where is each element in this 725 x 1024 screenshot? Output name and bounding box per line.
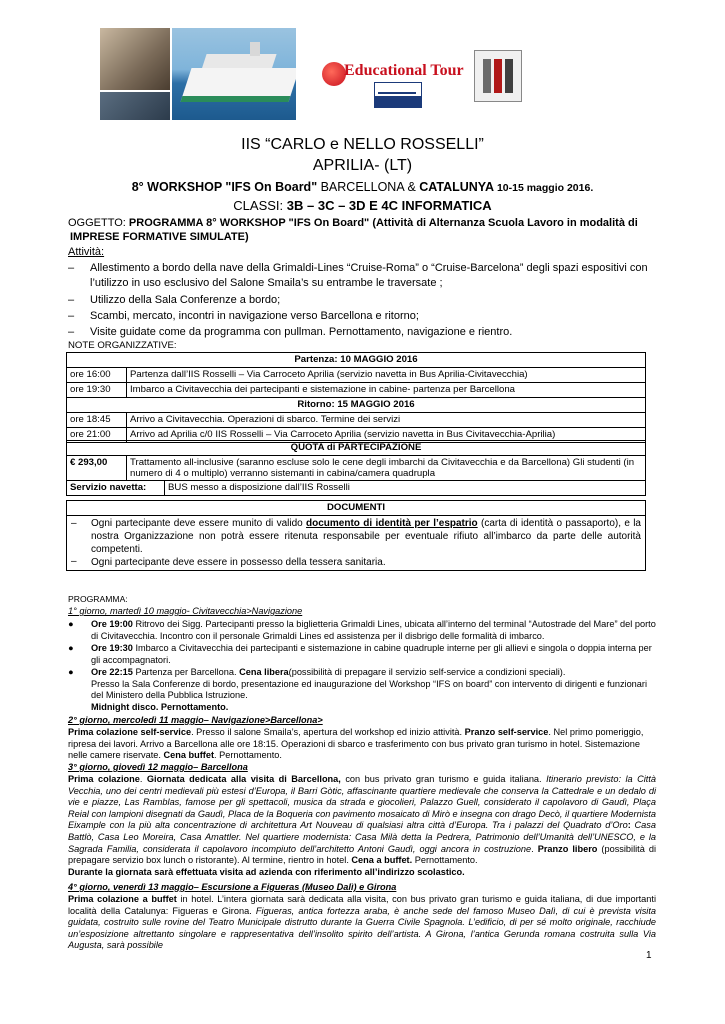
day2-heading: 2° giorno, mercoledì 11 maggio– Navigazione>Barcellona> (68, 715, 323, 725)
time-label: Ore 19:30 (91, 643, 133, 653)
day4-heading: 4° giorno, venerdì 13 maggio– Escursione a Figueras (Museo Dalì) e Girona (68, 882, 397, 892)
logo-bar (505, 59, 513, 93)
text: . (531, 843, 538, 854)
text-bold: Cena a buffet. (351, 855, 413, 866)
text: Presso la Sala Conferenze di bordo, presentazione ed inaugurazione del Workshop “IFS on board” con intervento di dirigenti e funzionari del Ministero della Pubblica Istruzione. (91, 678, 648, 701)
note-organizzative-label: NOTE ORGANIZZATIVE: (68, 340, 177, 351)
documenti-header: DOCUMENTI (67, 501, 646, 516)
cell-text: Imbarco a Civitavecchia dei partecipanti e sistemazione in cabine- partenza per Barcellona (127, 383, 646, 398)
text-bold: Prima colazione a buffet (68, 894, 177, 904)
text-bold: Giornata dedicata alla visita di Barcellona, (146, 774, 341, 784)
oggetto-text: PROGRAMMA 8° WORKSHOP "IFS On Board" (Attività di Alternanza Scuola Lavoro in modalità di (128, 217, 638, 229)
text: . Presso il salone Smaila’s, apertura del workshop ed inizio attività. (191, 727, 465, 737)
ritorno-header: Ritorno: 15 MAGGIO 2016 (67, 398, 646, 413)
text-bold: Prima colazione (68, 774, 140, 784)
classes-list: 3B – 3C – 3D E 4C INFORMATICA (286, 198, 492, 213)
navetta-label: Servizio navetta: (67, 481, 165, 496)
text-bold: Cena libera (239, 667, 289, 677)
list-item-text: Allestimento a bordo della nave della Grimaldi-Lines “Cruise-Roma” o “Cruise-Barcelona” degli spazi espositivi con (90, 262, 648, 274)
text-italic: Figueras, antica fortezza araba, è anche sede del famoso Museo Dalì, di cui è prevista visita guidata, costruito sulle rovine del Teatro Municipale distrutto durante la Guerra Civile Spagnola. L’edificio, di per sé molto originale, racchiude un’esposizione altrettanto singolare e rappresentativa dell’insolito spirito dell’artista. A Girona, l’antica Gerunda romana costruita sulla Via Augusta, sarà possibile (68, 905, 656, 951)
iis-rosselli-logo (474, 50, 522, 102)
quota-table (66, 440, 646, 496)
dash-marker: – (68, 294, 75, 306)
ship-hull (180, 68, 296, 102)
logo-bar (494, 59, 502, 93)
text-bold: Midnight disco. Pernottamento. (91, 701, 229, 712)
school-city: APRILIA- (LT) (312, 157, 413, 174)
partenza-header: Partenza: 10 MAGGIO 2016 (67, 353, 646, 368)
page-number: 1 (646, 950, 652, 961)
cell-text: Arrivo ad Aprilia c/0 IIS Rosselli – Via Carroceto Aprilia (servizio navetta in Bus Civitavecchia-Aprilia) (127, 428, 646, 443)
dash-marker: – (71, 518, 77, 529)
list-item-text: Utilizzo della Sala Conferenze a bordo; (90, 294, 281, 306)
text: . Nel primo pomeriggio, ripresa dei lavori. Arrivo a Barcellona alle ore 18:15. Operazioni di sbarco e trasferimento con bus privato gran turismo in hotel. Sistemazione nelle camere riservate. (68, 727, 644, 761)
cell-time: ore 18:45 (67, 413, 127, 428)
bullet-marker: ● (68, 667, 74, 677)
documenti-table (66, 500, 646, 571)
day1-heading: 1° giorno, martedì 10 maggio- Civitavecchia>Navigazione (68, 606, 303, 616)
oggetto-label: OGGETTO: (68, 217, 129, 229)
dash-marker: – (68, 310, 75, 322)
text-bold: : (627, 820, 635, 831)
ship-interior-photo (100, 28, 172, 90)
list-item-text (91, 619, 656, 642)
text-bold: Pranzo libero (537, 843, 598, 854)
documenti-item-2: Ogni partecipante deve essere in possesso della tessera sanitaria. (91, 557, 386, 568)
dash-marker: – (68, 262, 75, 274)
cell-time: ore 16:00 (67, 368, 127, 383)
dash-marker: – (68, 326, 75, 338)
classes-label: CLASSI: (233, 198, 287, 213)
partenza-ritorno-table (66, 352, 646, 443)
day3-heading: 3° giorno, giovedì 12 maggio– Barcellona (68, 762, 248, 772)
text: Ritrovo dei Sigg. Partecipanti presso la biglietteria Grimaldi Lines, ubicata all’interno del terminal “Autostrade del Mare” del porto di Civitavecchia. Incontro con il personale Grimaldi Lines ed assistenza per il disbrigo delle formalità di imbarco. (91, 619, 656, 641)
programma-label: PROGRAMMA: (68, 594, 128, 604)
workshop-dates: 10-15 maggio 2016. (494, 182, 594, 194)
text-bold: Cena buffet (163, 750, 215, 761)
list-item-text (91, 643, 656, 666)
text: in hotel. L’intera giornata sarà dedicata alla visita, con bus privato gran turismo e guida italiana, di due importanti località della Catalunya: Figueras e Girona. (68, 894, 656, 916)
list-item-text: Scambi, mercato, incontri in navigazione verso Barcellona e ritorno; (90, 310, 419, 322)
table-row (67, 383, 646, 398)
text: Partenza per Barcellona. (132, 667, 240, 677)
day3-text (68, 774, 656, 878)
table-row (67, 368, 646, 383)
text: Imbarco a Civitavecchia dei partecipanti e sistemazione in cabine quadruple interne per gli allievi e singola o doppia interna per gli accompagnatori. (91, 643, 652, 665)
list-item-text (91, 667, 656, 713)
table-row (67, 413, 646, 428)
text: . Pernottamento. (214, 750, 282, 761)
text-italic: Itinerario previsto: la Città Vecchia, uno dei centri medievali più estesi d’Europa, il Barri Gòtic, affascinante quartiere medievale che conserva la Cattedrale e un dedalo di vie e piazze, Las Ramblas, famose per gli spettacoli, musica da strada e giocolieri, Palazzo Guell, considerato il capolavoro di Gaudì, Plaça Reial con lampioni disegnati da Gaudì, Placa de la Boqueria con pavimento mosaicato di Mirò e insegna con drago Decò, il quartiere Modernista Eixample con la più alta concentrazione di architettura Art Nouveau di qualsiasi altra città d’Europa. Tra i palazzi del Quadrato d’Oro (68, 774, 656, 831)
text-bold: Pranzo self-service (464, 727, 549, 737)
logo-bar (483, 59, 491, 93)
dash-marker: – (71, 556, 77, 567)
cell-text: Partenza dall’IIS Rosselli – Via Carroceto Aprilia (servizio navetta in Bus Aprilia-Civitavecchia) (127, 368, 646, 383)
bullet-marker: ● (68, 619, 74, 629)
cell-text: Arrivo a Civitavecchia. Operazioni di sbarco. Termine dei servizi (127, 413, 646, 428)
doc-id-highlight: documento di identità per l’espatrio (306, 518, 478, 529)
oggetto-line (68, 216, 638, 230)
ship-photo (100, 28, 296, 120)
quota-price: € 293,00 (67, 456, 127, 481)
documenti-body (67, 516, 646, 571)
time-label: Ore 19:00 (91, 619, 133, 629)
attivita-heading: Attività: (68, 246, 105, 258)
table-row (67, 456, 646, 481)
cell-time: ore 19:30 (67, 383, 127, 398)
educational-tour-logo-text: Educational Tour (344, 62, 464, 79)
list-item-text: l’utilizzo in uso esclusivo del Salone Smaila’s su entrambe le traversate ; (90, 277, 443, 289)
ship-funnel (250, 42, 260, 56)
day4-text (68, 894, 656, 952)
navetta-text: BUS messo a disposizione dall’IIS Rosselli (165, 481, 646, 496)
text-italic: Casa Battlò, Casa Leo Moreira, Casa Amattler. Nel quartiere modernista: Casa Milà detta la Pedrera, Patrimonio dell’Umanità dell’UNESCO, e la Sagrada Familia, considerata il capolavoro incompiuto dell’architetto Antoni Gaudì, oggi ancora in costruzione (68, 820, 656, 854)
list-item-text: Visite guidate come da programma con pullman. Pernottamento, navigazione e rientro. (90, 326, 513, 338)
school-title: IIS “CARLO e NELLO ROSSELLI” (241, 136, 484, 153)
bullet-marker: ● (68, 643, 74, 653)
text: con bus privato gran turismo e guida italiana. (340, 774, 547, 784)
doc-text: Ogni partecipante deve essere munito di valido (91, 518, 307, 529)
ship-salon-photo (100, 90, 172, 120)
classes-line (60, 198, 665, 213)
day2-text (68, 727, 656, 762)
globe-icon (322, 62, 346, 86)
text: Pernottamento. (412, 855, 478, 866)
doc-text: (carta di identità o passaporto), e la nostra Organizzazione non potrà essere ritenuta responsabile per eventuale rifiuto all’imbarco da parte delle autorità competenti. (91, 518, 641, 555)
partner-badge-stripe (378, 92, 416, 100)
table-row (67, 481, 646, 496)
text: (possibilità di prepagare il servizio self-service a condizioni speciali). (288, 667, 566, 677)
time-label: Ore 22:15 (91, 667, 133, 677)
text: (possibilità di prepagare servizio box lunch o ristorante). Al termine, rientro in hotel. (68, 843, 656, 866)
text-bold: Prima colazione self-service (68, 727, 192, 737)
oggetto-text-2: IMPRESE FORMATIVE SIMULATE) (70, 231, 249, 243)
text-bold: Durante la giornata sarà effettuata visita ad azienda con riferimento all’indirizzo scolastico. (68, 866, 465, 877)
educational-tour-logo (320, 56, 464, 110)
workshop-region: CATALUNYA (419, 180, 495, 194)
quota-price-text: Trattamento all-inclusive (saranno escluse solo le cene degli imbarchi da Civitavecchia e da Barcellona) Gli studenti (in numero di 4 o multiplo) verranno sistemanti in cabina/camera quadrupla (127, 456, 646, 481)
workshop-name: 8° WORKSHOP "IFS On Board" (131, 180, 318, 194)
workshop-title (60, 180, 665, 194)
documenti-item-1 (91, 517, 641, 556)
cell-time: ore 21:00 (67, 428, 127, 443)
text: . (139, 774, 147, 784)
workshop-dest: BARCELLONA & (317, 180, 420, 194)
quota-header: QUOTA di PARTECIPAZIONE (67, 441, 646, 456)
